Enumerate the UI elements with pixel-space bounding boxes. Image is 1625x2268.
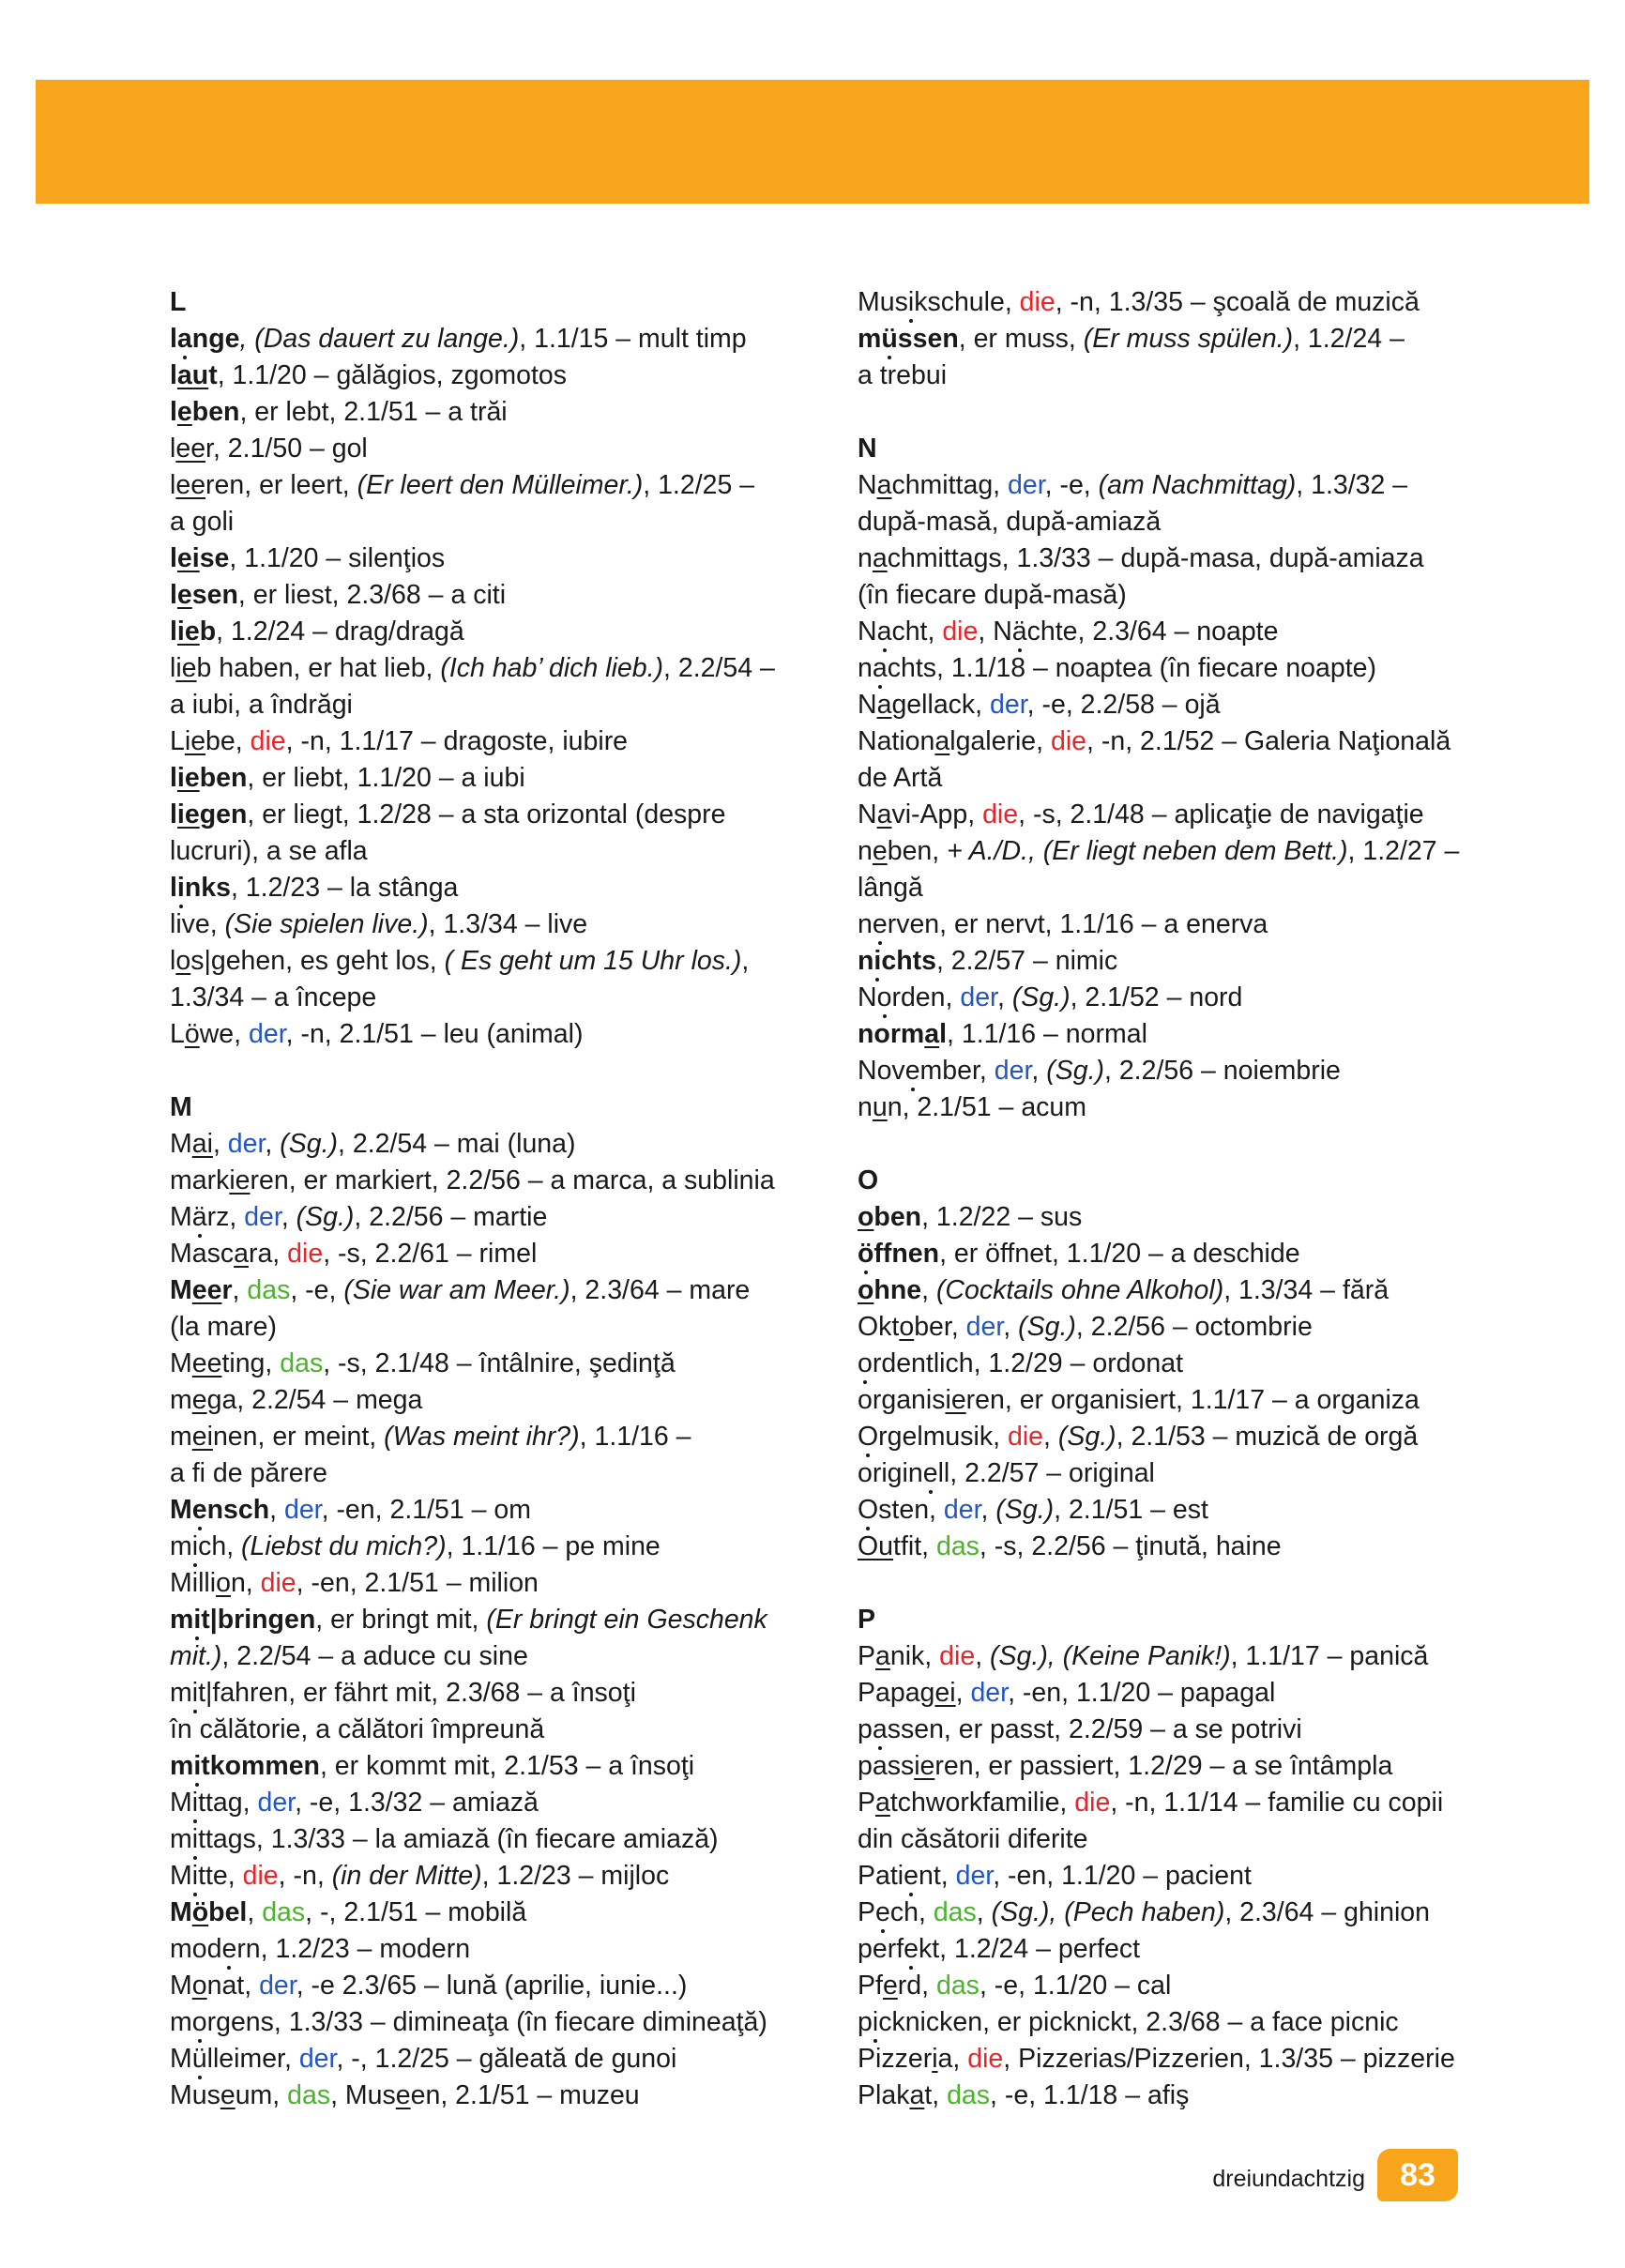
entry-meeting: Meeting, das, -s, 2.1/48 – întâlnire, şedinţă: [170, 1348, 676, 1378]
entry-oktober: Oktober, der, (Sg.), 2.2/56 – octombrie: [858, 1312, 1313, 1342]
page-number-badge: 83: [1377, 2149, 1458, 2201]
entry-markieren: markieren, er markiert, 2.2/56 – a marca, a sublinia: [170, 1165, 775, 1195]
section-letter-o: O: [858, 1165, 879, 1195]
entry-plakat: Plakat, das, -e, 1.1/18 – afiş: [858, 2080, 1190, 2110]
entry-ohne: ohne, (Cocktails ohne Alkohol), 1.3/34 – fără: [858, 1275, 1390, 1305]
entry-pech: Pech, das, (Sg.), (Pech haben), 2.3/64 – ghinion: [858, 1897, 1431, 1927]
entry-november: November, der, (Sg.), 2.2/56 – noiembrie: [858, 1056, 1341, 1086]
entry-musikschule: Musikschule, die, -n, 1.3/35 – şcoală de muzică: [858, 287, 1420, 317]
entry-million: Million, die, -en, 2.1/51 – milion: [170, 1568, 539, 1598]
entry-nachmittag: Nachmittag, der, -e, (am Nachmittag), 1.3/32 –: [858, 470, 1408, 500]
entry-pferd: Pferd, das, -e, 1.1/20 – cal: [858, 1971, 1172, 2001]
page-number-word: dreiundachtzig: [1212, 2166, 1365, 2192]
entry-maerz: März, der, (Sg.), 2.2/56 – martie: [170, 1202, 548, 1232]
entry-ordentlich: ordentlich, 1.2/29 – ordonat: [858, 1348, 1184, 1378]
entry-osten: Osten, der, (Sg.), 2.1/51 – est: [858, 1495, 1208, 1525]
entry-links: links, 1.2/23 – la stânga: [170, 873, 459, 903]
entry-organisieren: organisieren, er organisiert, 1.1/17 – a organiza: [858, 1385, 1420, 1415]
entry-passen: passen, er passt, 2.2/59 – a se potrivi: [858, 1714, 1302, 1744]
entry-losgehen-cont: 1.3/34 – a începe: [170, 982, 377, 1012]
entry-papagei: Papagei, der, -en, 1.1/20 – papagal: [858, 1678, 1276, 1708]
entry-mich: mich, (Liebst du mich?), 1.1/16 – pe mine: [170, 1531, 661, 1561]
entry-meer: Meer, das, -e, (Sie war am Meer.), 2.3/64 – mare: [170, 1275, 751, 1305]
entry-lesen: lesen, er liest, 2.3/68 – a citi: [170, 580, 507, 610]
entry-nachmittags: nachmittags, 1.3/33 – după-masa, după-amiaza: [858, 543, 1424, 573]
entry-laut: laut, 1.1/20 – gălăgios, zgomotos: [170, 360, 568, 390]
entry-leeren-cont: a goli: [170, 507, 235, 537]
entry-oben: oben, 1.2/22 – sus: [858, 1202, 1083, 1232]
entry-mensch: Mensch, der, -en, 2.1/51 – om: [170, 1495, 531, 1525]
entry-nachts: nachts, 1.1/18 – noaptea (în fiecare noapte): [858, 653, 1376, 683]
entry-navi-app: Navi-App, die, -s, 2.1/48 – aplicaţie de navigaţie: [858, 799, 1424, 830]
entry-mitkommen: mitkommen, er kommt mit, 2.1/53 – a însoţi: [170, 1751, 695, 1781]
entry-mitte: Mitte, die, -n, (in der Mitte), 1.2/23 – mijloc: [170, 1861, 670, 1891]
entry-mascara: Mascara, die, -s, 2.2/61 – rimel: [170, 1239, 538, 1269]
entry-nationalgalerie: Nationalgalerie, die, -n, 2.1/52 – Galeria Naţională: [858, 726, 1451, 756]
section-letter-p: P: [858, 1605, 876, 1635]
entry-mai: Mai, der, (Sg.), 2.2/54 – mai (luna): [170, 1129, 576, 1159]
entry-leise: leise, 1.1/20 – silenţios: [170, 543, 446, 573]
entry-nacht: Nacht, die, Nächte, 2.3/64 – noapte: [858, 616, 1279, 647]
entry-mega: mega, 2.2/54 – mega: [170, 1385, 423, 1415]
entry-nachmittags-cont: (în fiecare după-masă): [858, 580, 1127, 610]
entry-moebel: Möbel, das, -, 2.1/51 – mobilă: [170, 1897, 527, 1927]
entry-lieb-haben-cont: a iubi, a îndrăgi: [170, 690, 353, 720]
entry-live: live, (Sie spielen live.), 1.3/34 – live: [170, 909, 588, 939]
entry-monat: Monat, der, -e 2.3/65 – lună (aprilie, iunie...): [170, 1971, 688, 2001]
entry-originell: originell, 2.2/57 – original: [858, 1458, 1155, 1488]
entry-meer-cont: (la mare): [170, 1312, 278, 1342]
entry-leer: leer, 2.1/50 – gol: [170, 434, 368, 464]
entry-nichts: nichts, 2.2/57 – nimic: [858, 946, 1118, 976]
entry-panik: Panik, die, (Sg.), (Keine Panik!), 1.1/17 – panică: [858, 1641, 1429, 1671]
entry-lieben: lieben, er liebt, 1.1/20 – a iubi: [170, 763, 525, 793]
entry-liegen: liegen, er liegt, 1.2/28 – a sta orizontal (despre: [170, 799, 726, 830]
entry-patient: Patient, der, -en, 1.1/20 – pacient: [858, 1861, 1252, 1891]
entry-museum: Museum, das, Museen, 2.1/51 – muzeu: [170, 2080, 640, 2110]
entry-normal: normal, 1.1/16 – normal: [858, 1019, 1147, 1049]
entry-nun: nun, 2.1/51 – acum: [858, 1092, 1087, 1122]
entry-muessen: müssen, er muss, (Er muss spülen.), 1.2/24 –: [858, 324, 1405, 354]
entry-morgens: morgens, 1.3/33 – dimineaţa (în fiecare dimineaţă): [170, 2007, 767, 2037]
entry-liebe: Liebe, die, -n, 1.1/17 – dragoste, iubire: [170, 726, 629, 756]
entry-outfit: Outfit, das, -s, 2.2/56 – ţinută, haine: [858, 1531, 1282, 1561]
entry-patchworkfamilie: Patchworkfamilie, die, -n, 1.1/14 – familie cu copii: [858, 1788, 1444, 1818]
entry-mitbringen: mit|bringen, er bringt mit, (Er bringt ein Geschenk: [170, 1605, 767, 1635]
entry-lange: lange, (Das dauert zu lange.), 1.1/15 – mult timp: [170, 324, 747, 354]
entry-mitfahren-cont: în călătorie, a călători împreună: [170, 1714, 545, 1744]
entry-passieren: passieren, er passiert, 1.2/29 – a se întâmpla: [858, 1751, 1393, 1781]
entry-pizzeria: Pizzeria, die, Pizzerias/Pizzerien, 1.3/35 – pizzerie: [858, 2044, 1455, 2074]
entry-orgelmusik: Orgelmusik, die, (Sg.), 2.1/53 – muzică de orgă: [858, 1422, 1419, 1452]
entry-oeffnen: öffnen, er öffnet, 1.1/20 – a deschide: [858, 1239, 1300, 1269]
glossary-column-left: [170, 284, 789, 2114]
entry-patchworkfamilie-cont: din căsătorii diferite: [858, 1824, 1088, 1854]
entry-meinen: meinen, er meint, (Was meint ihr?), 1.1/16 –: [170, 1422, 691, 1452]
section-letter-l: L: [170, 287, 187, 317]
entry-lieb-haben: lieb haben, er hat lieb, (Ich hab’ dich lieb.), 2.2/54 –: [170, 653, 775, 683]
glossary-column-right: [858, 284, 1496, 2114]
entry-nerven: nerven, er nervt, 1.1/16 – a enerva: [858, 909, 1268, 939]
entry-nagellack: Nagellack, der, -e, 2.2/58 – ojă: [858, 690, 1221, 720]
entry-loewe: Löwe, der, -n, 2.1/51 – leu (animal): [170, 1019, 584, 1049]
section-letter-n: N: [858, 434, 877, 464]
entry-neben-cont: lângă: [858, 873, 923, 903]
entry-mittag: Mittag, der, -e, 1.3/32 – amiază: [170, 1788, 539, 1818]
entry-nachmittag-cont: după-masă, după-amiază: [858, 507, 1162, 537]
entry-liegen-cont: lucruri), a se afla: [170, 836, 368, 866]
entry-mitfahren: mit|fahren, er fährt mit, 2.3/68 – a însoţi: [170, 1678, 636, 1708]
entry-meinen-cont: a fi de părere: [170, 1458, 327, 1488]
section-letter-m: M: [170, 1092, 192, 1122]
entry-lieb: lieb, 1.2/24 – drag/dragă: [170, 616, 464, 647]
entry-leben: leben, er lebt, 2.1/51 – a trăi: [170, 397, 508, 427]
entry-leeren: leeren, er leert, (Er leert den Mülleimer.), 1.2/25 –: [170, 470, 755, 500]
entry-neben: neben, + A./D., (Er liegt neben dem Bett.), 1.2/27 –: [858, 836, 1460, 866]
header-banner: [36, 80, 1589, 204]
entry-losgehen: los|gehen, es geht los, ( Es geht um 15 Uhr los.),: [170, 946, 750, 976]
entry-muelleimer: Mülleimer, der, -, 1.2/25 – găleată de gunoi: [170, 2044, 677, 2074]
entry-mittags: mittags, 1.3/33 – la amiază (în fiecare amiază): [170, 1824, 719, 1854]
entry-mitbringen-cont: mit.), 2.2/54 – a aduce cu sine: [170, 1641, 528, 1671]
entry-perfekt: perfekt, 1.2/24 – perfect: [858, 1934, 1141, 1964]
entry-norden: Norden, der, (Sg.), 2.1/52 – nord: [858, 982, 1243, 1012]
entry-modern: modern, 1.2/23 – modern: [170, 1934, 471, 1964]
entry-picknicken: picknicken, er picknickt, 2.3/68 – a face picnic: [858, 2007, 1399, 2037]
entry-muessen-cont: a trebui: [858, 360, 948, 390]
entry-nationalgalerie-cont: de Artă: [858, 763, 943, 793]
